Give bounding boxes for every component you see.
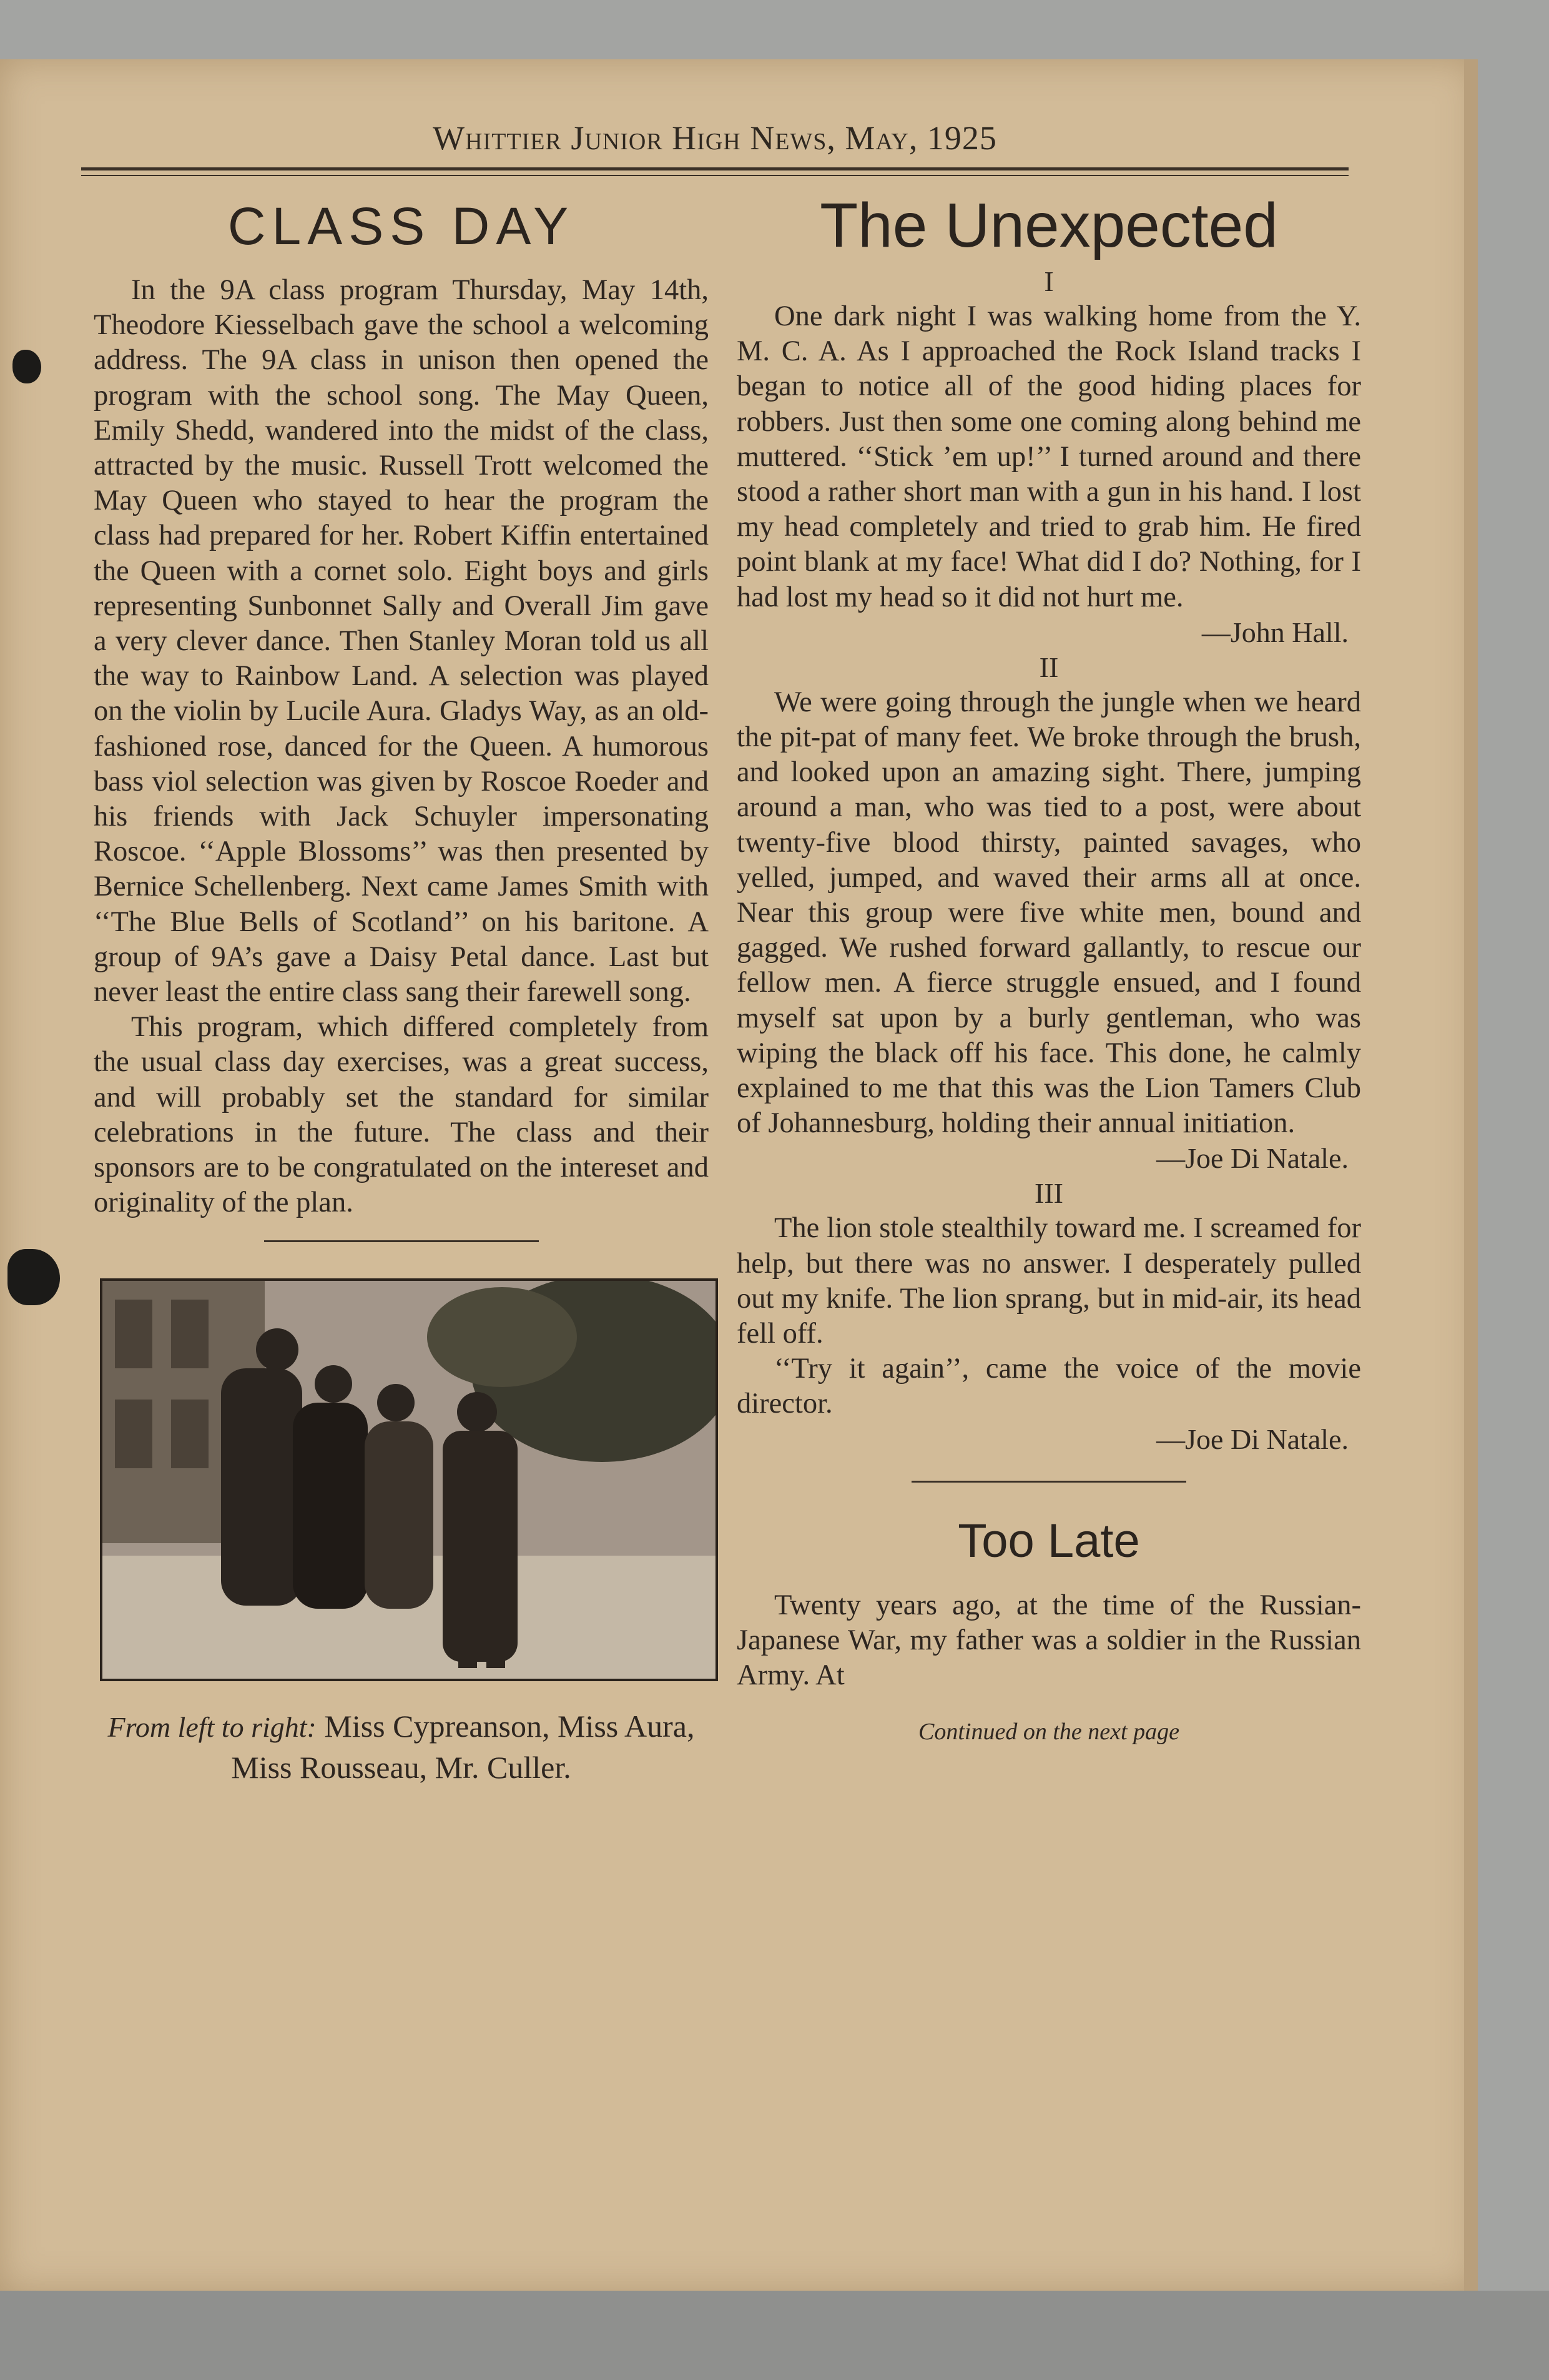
part-1-author: —John Hall.: [1201, 616, 1349, 648]
part-2-author: —Joe Di Natale.: [1156, 1142, 1349, 1175]
page-header: Whittier Junior High News, May, 1925: [433, 119, 997, 157]
punch-hole-top: [12, 350, 41, 383]
section-divider-right: [912, 1481, 1186, 1483]
page-edge: [1464, 59, 1478, 2292]
too-late-text: Twenty years ago, at the time of the Russian-Japanese War, my father was a soldier in the Russian Army. At: [737, 1589, 1361, 1692]
continued-note: Continued on the next page: [918, 1719, 1179, 1745]
part-3-text-2: ‘‘Try it again’’, came the voice of the movie director.: [737, 1353, 1361, 1420]
photo-illustration: [102, 1281, 715, 1679]
header-rule: [81, 167, 1349, 170]
photo-caption-names: Miss Cypreanson, Miss Aura, Miss Rousseau, Mr. Culler.: [231, 1709, 695, 1785]
part-1-text: One dark night I was walking home from the Y. M. C. A. As I approached the Rock Island tracks I began to notice all of the good hiding places for robbers. Just then some one coming along behind me muttered. ‘‘Stick ’em up!’’ I turned around and there stood a rather short man with a gun in his hand. I lost my head completely and tried to grab him. He fired point blank at my face! What did I do? Nothing, for I had lost my head so it did not hurt me.: [737, 300, 1361, 613]
group-photo: [100, 1278, 718, 1681]
photo-caption: [94, 1706, 709, 1787]
scan-bottom-strip: [0, 2291, 1549, 2380]
class-day-paragraph-2: This program, which differed completely from the usual class day exercises, was a great success, and will probably set the standard for similar celebrations in the future. The class and their sponsors are to be congratulated on the intereset and originality of the plan.: [94, 1011, 709, 1219]
header-rule-thin: [81, 175, 1349, 176]
part-numeral-1: I: [1044, 265, 1054, 297]
punch-hole-bottom: [7, 1249, 60, 1305]
part-3-text: The lion stole stealthily toward me. I screamed for help, but there was no answer. I desperately pulled out my knife. The lion sprang, but in mid-air, its head fell off.: [737, 1212, 1361, 1350]
part-numeral-3: III: [1035, 1177, 1063, 1210]
unexpected-title: The Unexpected: [820, 190, 1278, 260]
part-numeral-2: II: [1039, 651, 1059, 683]
photo-caption-lead: From left to right:: [107, 1711, 317, 1744]
section-divider: [264, 1240, 539, 1242]
part-3-author: —Joe Di Natale.: [1156, 1423, 1349, 1455]
class-day-title: CLASS DAY: [227, 197, 575, 255]
part-2-text: We were going through the jungle when we heard the pit-pat of many feet. We broke through the brush, and looked upon an amazing sight. There, jumping around a man, who was tied to a post, were about twenty-five blood thirsty, painted savages, who yelled, jumped, and waved their arms all at once. Near this group were five white men, bound and gagged. We rushed forward gallantly, to rescue our fellow men. A fierce struggle ensued, and I found myself sat upon by a burly gentleman, who was wiping the black off his face. This done, he calmly explained to me that this was the Lion Tamers Club of Johannesburg, holding their annual initiation.: [737, 686, 1361, 1140]
too-late-title: Too Late: [958, 1514, 1140, 1568]
right-column: [737, 187, 1361, 1745]
class-day-paragraph-1: In the 9A class program Thursday, May 14th, Theodore Kiesselbach gave the school a welcoming address. The 9A class in unison then opened the program with the school song. The May Queen, Emily Shedd, wandered into the midst of the class, attracted by the music. Russell Trott welcomed the May Queen who stayed to hear the program the class had prepared for her. Robert Kiffin entertained the Queen with a cornet solo. Eight boys and girls representing Sunbonnet Sally and Overall Jim gave a very clever dance. Then Stanley Moran told us all the way to Rainbow Land. A selection was played on the violin by Lucile Aura. Gladys Way, as an old-fashioned rose, danced for the Queen. A humorous bass viol selection was given by Roscoe Roeder and his friends with Jack Schuyler impersonating Roscoe. ‘‘Apple Blossoms’’ was then presented by Bernice Schellenberg. Next came James Smith with ‘‘The Blue Bells of Scotland’’ on his baritone. A group of 9A’s gave a Daisy Petal dance. Last but never least the entire class sang their farewell song.: [94, 274, 709, 1009]
left-column: [94, 187, 709, 1787]
